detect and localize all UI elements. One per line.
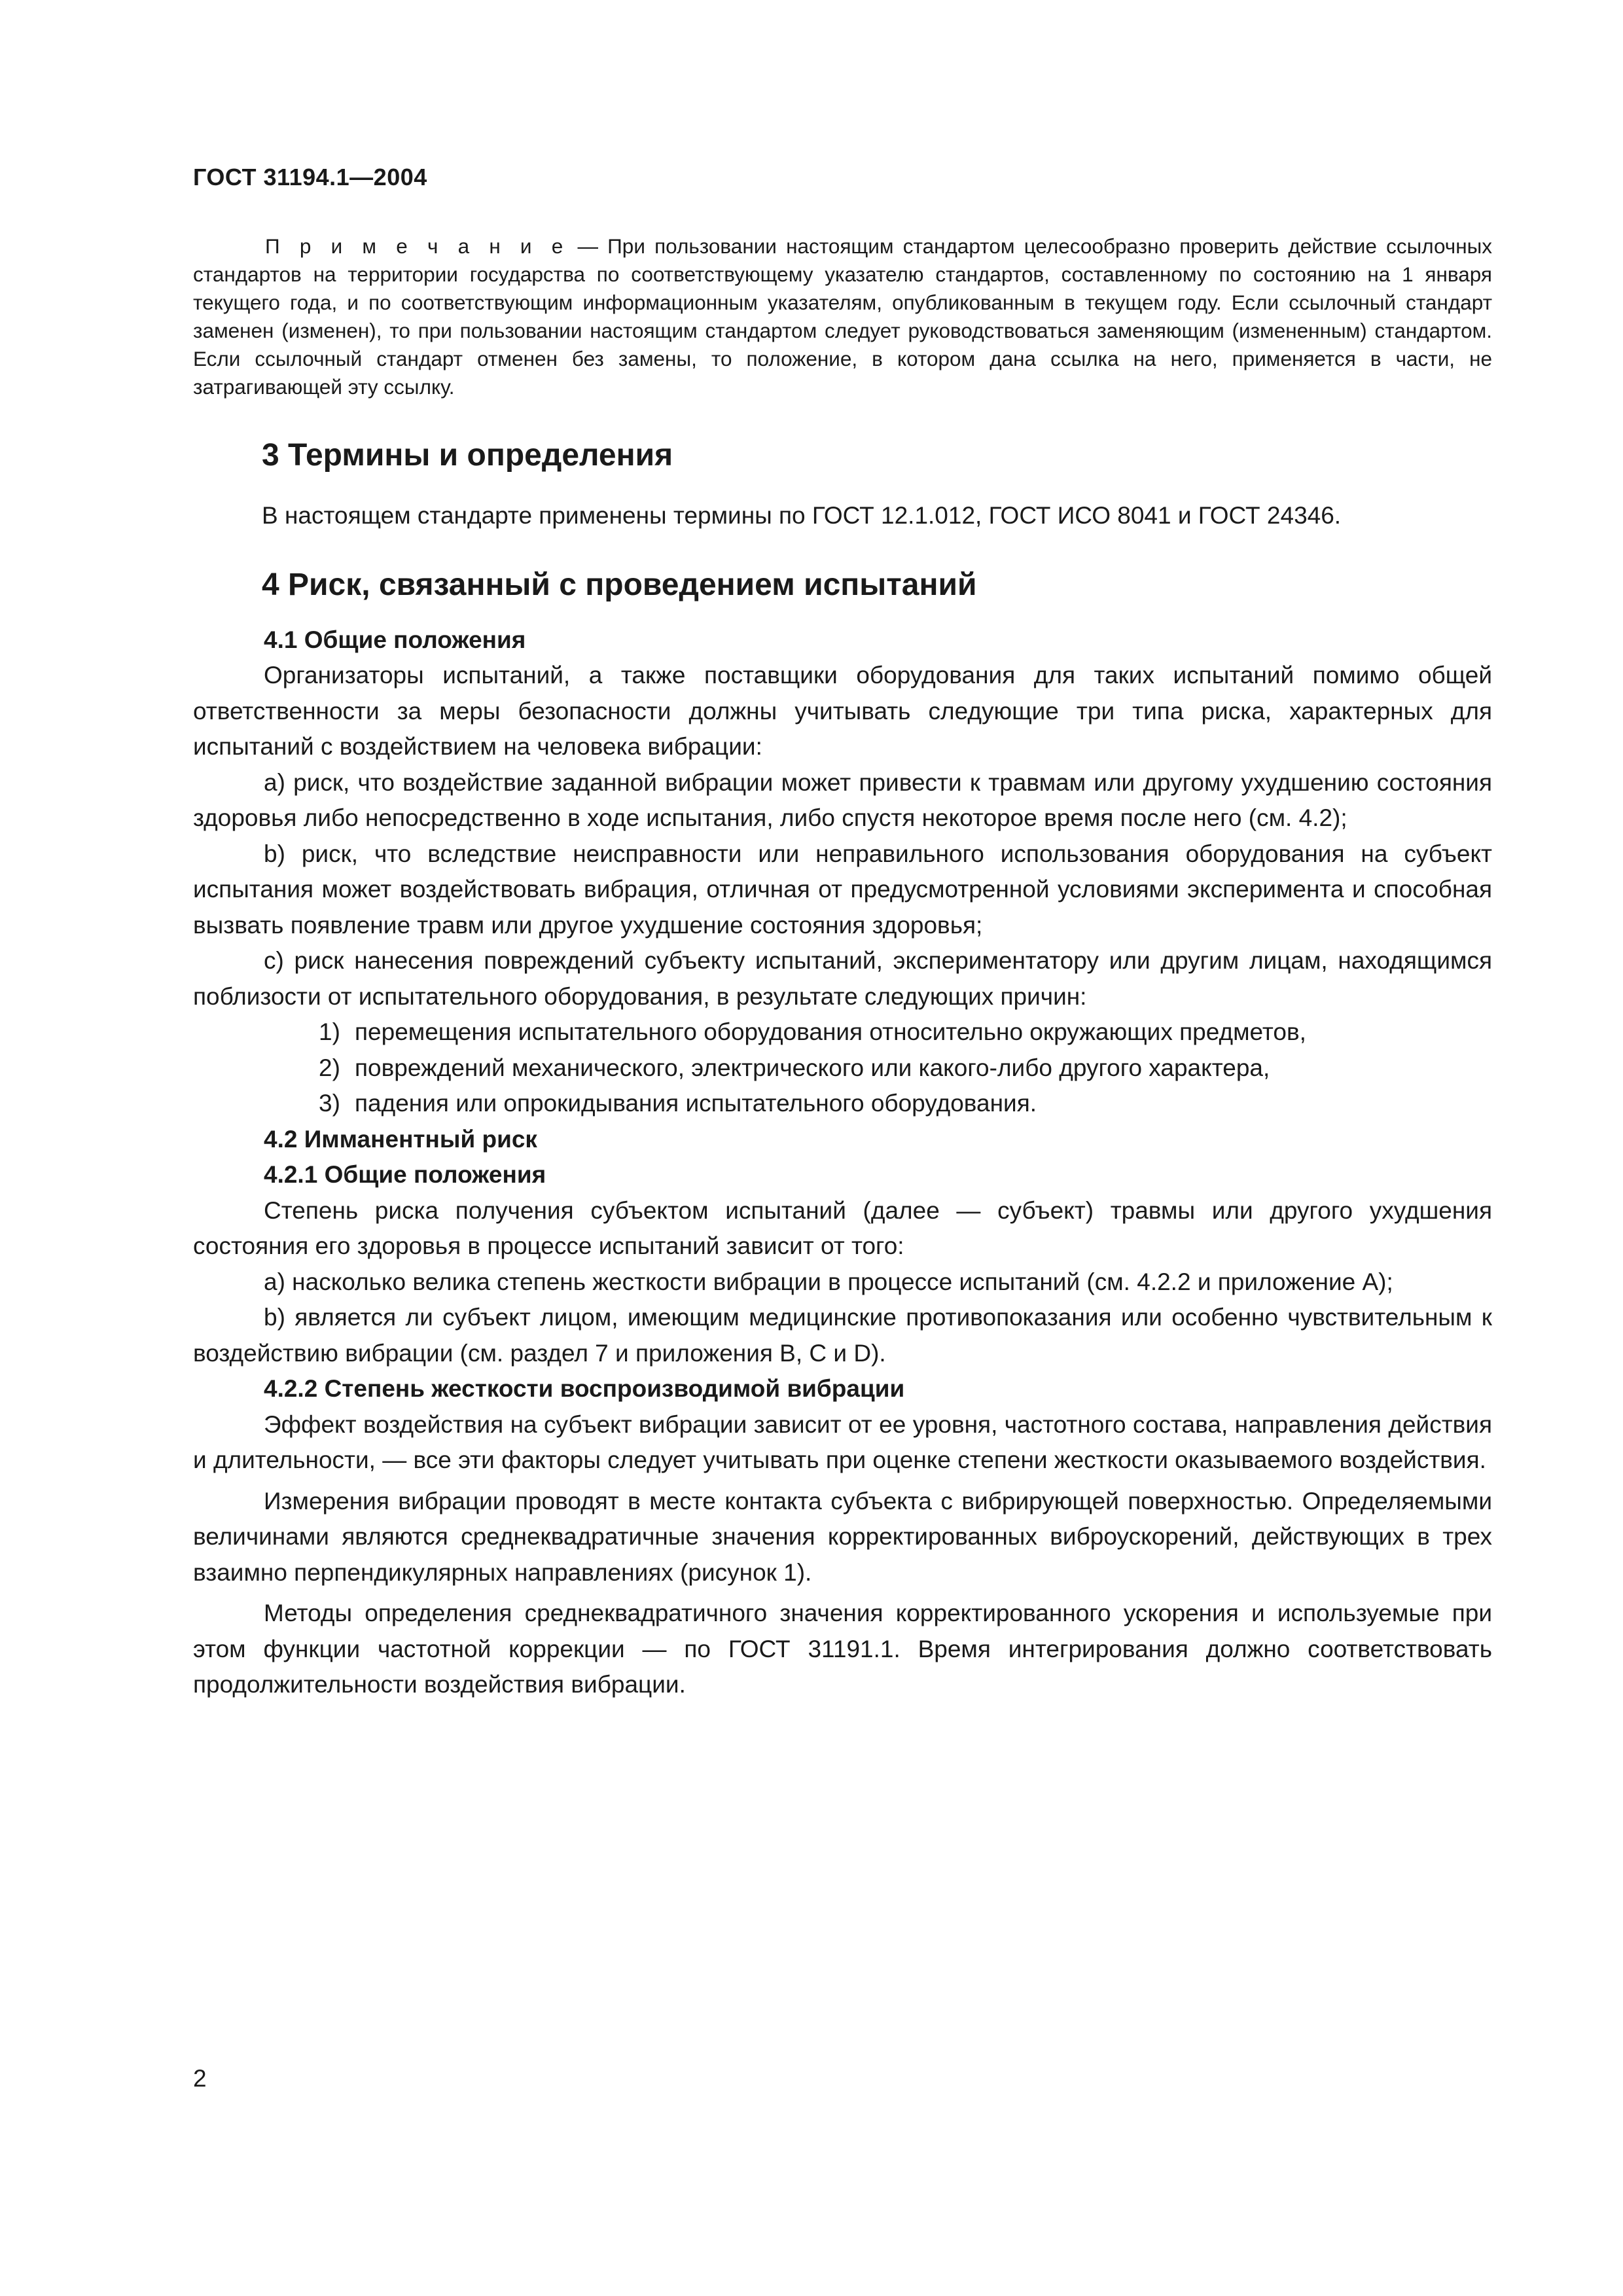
list-item-4-1-b: b) риск, что вследствие неисправности или неправильного использования оборудования на субъект испытания может воздействовать вибрация, отличная от предусмотренной условиями эксперимента и способная вызвать появление травм или другое ухудшение состояния здоровья; xyxy=(193,840,1492,939)
subsection-4-1-title: 4.1 Общие положения xyxy=(264,626,526,653)
reference-note xyxy=(193,232,1492,401)
enum-item-3: 3) падения или опрокидывания испытательного оборудования. xyxy=(319,1090,1037,1117)
page-number: 2 xyxy=(193,2065,207,2092)
subsection-4-2-2-title: 4.2.2 Степень жесткости воспроизводимой вибрации xyxy=(264,1375,905,1402)
note-label: П р и м е ч а н и е xyxy=(265,234,569,258)
paragraph-4-2-2-3: Методы определения среднеквадратичного значения корректированного ускорения и используемые при этом функции частотной коррекции — по ГОСТ 31191.1. Время интегрирования должно соответствовать продолжительности воздействия вибрации. xyxy=(193,1600,1492,1698)
note-text: — При пользовании настоящим стандартом целесообразно проверить действие ссылочных стандартов на территории государства по соответствующему указателю стандартов, составленному по состоянию на 1 января текущего года, и по соответствующим информационным указателям, опубликованным в текущем году. Если ссылочный стандарт заменен (изменен), то при пользовании настоящим стандартом следует руководствоваться заменяющим (измененным) стандартом. Если ссылочный стандарт отменен без замены, то положение, в котором дана ссылка на него, применяется в части, не затрагивающей эту ссылку. xyxy=(193,234,1492,399)
section-3-title: 3 Термины и определения xyxy=(262,438,673,473)
list-item-4-1-a: а) риск, что воздействие заданной вибрации может привести к травмам или другому ухудшению состояния здоровья либо непосредственно в ходе испытания, либо спустя некоторое время после него (см. 4.2); xyxy=(193,768,1492,831)
paragraph-4-1-intro: Организаторы испытаний, а также поставщики оборудования для таких испытаний помимо общей ответственности за меры безопасности должны учитывать следующие три типа риска, характерных для испытаний с воздействием на человека вибрации: xyxy=(193,662,1492,760)
enum-item-2: 2) повреждений механического, электрического или какого-либо другого характера, xyxy=(319,1054,1270,1081)
list-item-4-2-1-b: b) является ли субъект лицом, имеющим медицинские противопоказания или особенно чувствительным к воздействию вибрации (см. раздел 7 и приложения В, С и D). xyxy=(193,1304,1492,1367)
paragraph-4-2-1-intro: Степень риска получения субъектом испытаний (далее — субъект) травмы или другого ухудшения состояния его здоровья в процессе испытаний зависит от того: xyxy=(193,1196,1492,1259)
section-3-text: В настоящем стандарте применены термины по ГОСТ 12.1.012, ГОСТ ИСО 8041 и ГОСТ 24346. xyxy=(262,502,1342,529)
document-header: ГОСТ 31194.1—2004 xyxy=(193,164,427,190)
enum-item-1: 1) перемещения испытательного оборудования относительно окружающих предметов, xyxy=(319,1018,1306,1045)
paragraph-4-2-2-2: Измерения вибрации проводят в месте контакта субъекта с вибрирующей поверхностью. Определяемыми величинами являются среднеквадратичные значения корректированных виброускорений, действующих в трех взаимно перпендикулярных направлениях (рисунок 1). xyxy=(193,1487,1492,1586)
subsection-4-2-1-title: 4.2.1 Общие положения xyxy=(264,1161,546,1188)
page-content xyxy=(193,232,1492,1703)
subsection-4-2-title: 4.2 Имманентный риск xyxy=(264,1125,537,1153)
paragraph-4-2-2-1: Эффект воздействия на субъект вибрации зависит от ее уровня, частотного состава, направления действия и длительности, — все эти факторы следует учитывать при оценке степени жесткости оказываемого воздействия. xyxy=(193,1410,1492,1473)
list-item-4-1-c: с) риск нанесения повреждений субъекту испытаний, экспериментатору или другим лицам, находящимся поблизости от испытательного оборудования, в результате следующих причин: xyxy=(193,947,1492,1010)
list-item-4-2-1-a: а) насколько велика степень жесткости вибрации в процессе испытаний (см. 4.2.2 и приложение А); xyxy=(264,1268,1393,1295)
section-4-title: 4 Риск, связанный с проведением испытаний xyxy=(262,567,977,602)
